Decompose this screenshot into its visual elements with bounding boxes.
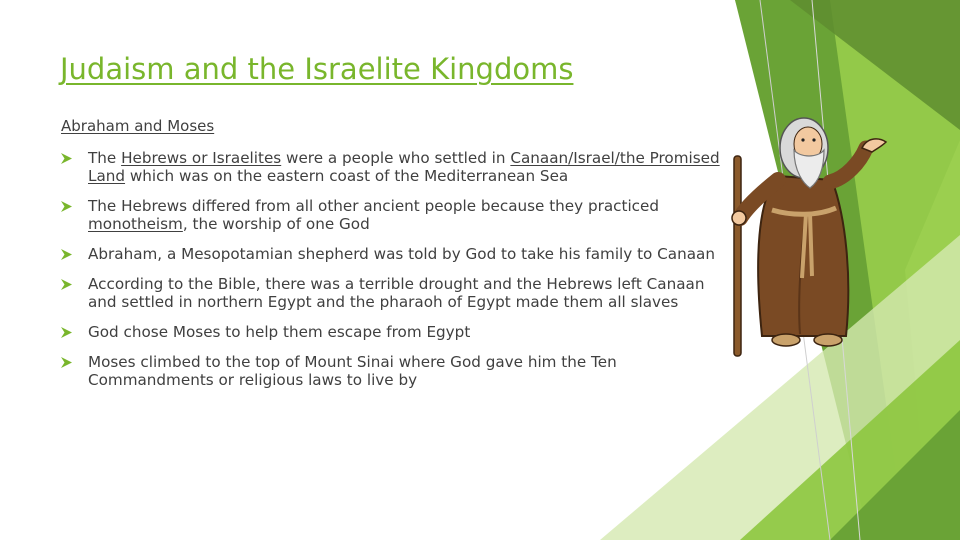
bullet-text: According to the Bible, there was a terrible drought and the Hebrews left Canaan and settled in northern Egypt and the pharaoh of Egypt made them all slaves [88, 275, 705, 311]
bullet-text: The Hebrews or Israelites were a people who settled in Canaan/Israel/the Promised Land which was on the eastern coast of the Mediterranean Sea [88, 149, 720, 185]
slide-title: Judaism and the Israelite Kingdoms [60, 52, 574, 86]
bullet-item [61, 149, 727, 185]
bullet-item [61, 245, 727, 263]
bullet-item [61, 323, 727, 341]
green-diamond-arrow-icon [61, 249, 72, 260]
bullet-item [61, 353, 727, 389]
slide-subtitle: Abraham and Moses [61, 117, 215, 135]
bullet-text: God chose Moses to help them escape from Egypt [88, 323, 471, 341]
bullet-text: Moses climbed to the top of Mount Sinai where God gave him the Ten Commandments or religious laws to live by [88, 353, 617, 389]
bullet-list [61, 149, 727, 389]
bullet-text: Abraham, a Mesopotamian shepherd was told by God to take his family to Canaan [88, 245, 715, 263]
moses-illustration [728, 108, 898, 358]
bullet-item [61, 197, 727, 233]
bullet-item [61, 275, 727, 311]
green-diamond-arrow-icon [61, 327, 72, 338]
green-diamond-arrow-icon [61, 279, 72, 290]
bullet-text: The Hebrews differed from all other ancient people because they practiced monotheism, the worship of one God [88, 197, 660, 233]
green-diamond-arrow-icon [61, 357, 72, 368]
green-diamond-arrow-icon [61, 201, 72, 212]
green-diamond-arrow-icon [61, 153, 72, 164]
